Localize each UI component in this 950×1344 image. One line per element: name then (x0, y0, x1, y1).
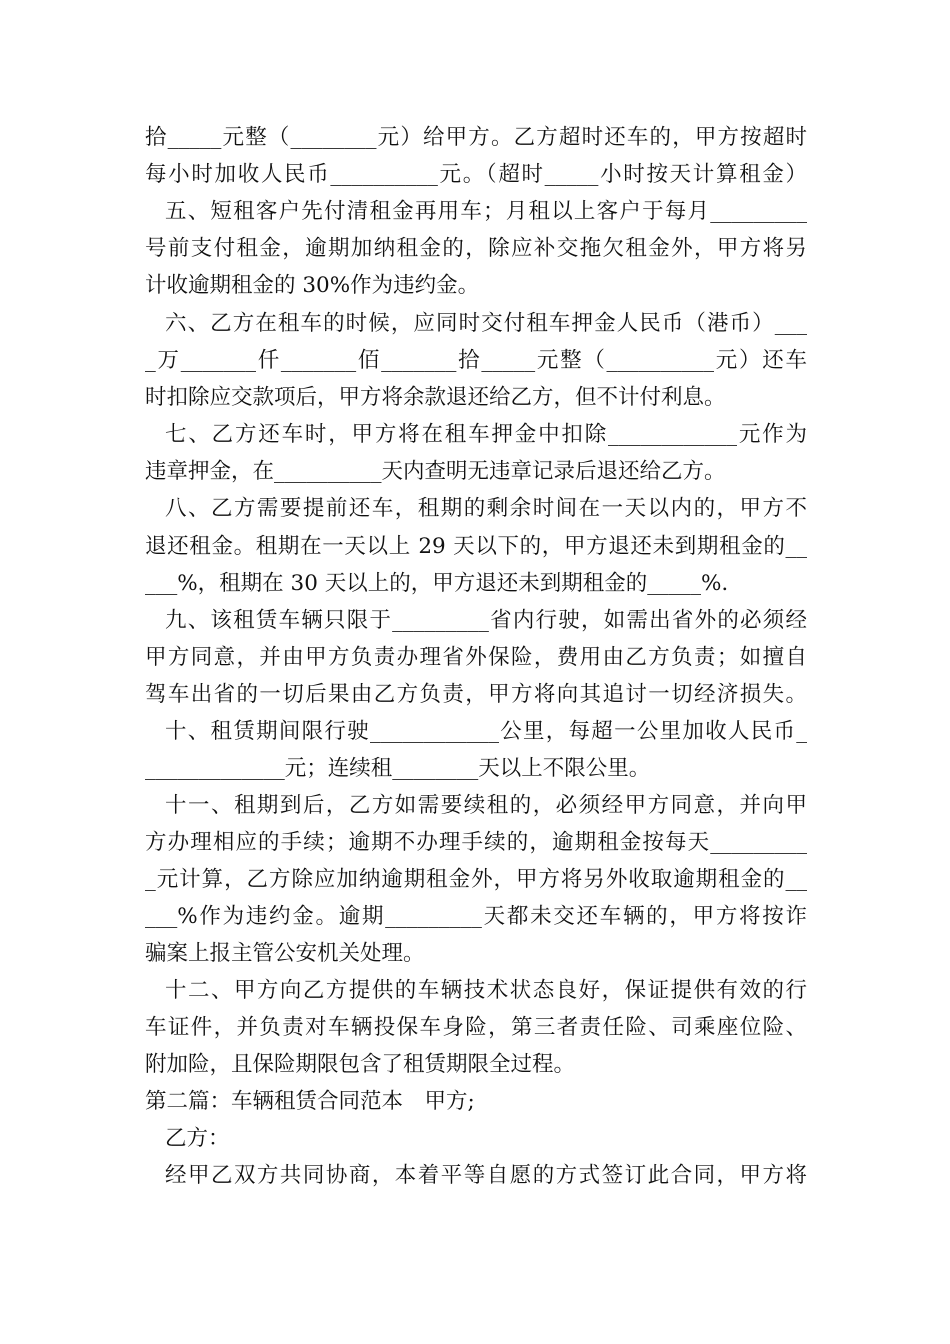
text-line: _____________元；连续租________天以上不限公里。 (145, 756, 651, 781)
text-line: _万_______仟_______佰_______拾_____元整（__________元）还车 (145, 348, 807, 373)
text-line: 车证件，并负责对车辆投保车身险，第三者责任险、司乘座位险、 (145, 1015, 807, 1040)
text-line: 计收逾期租金的 30%作为违约金。 (145, 273, 480, 298)
text-line: 号前支付租金，逾期加纳租金的，除应补交拖欠租金外，甲方将另 (145, 236, 807, 261)
text-line: _元计算，乙方除应加纳逾期租金外，甲方将另外收取逾期租金的__ (145, 867, 807, 892)
text-line: 十、租赁期间限行驶____________公里，每超一公里加收人民币_ (165, 719, 807, 744)
text-line: 甲方同意，并由甲方负责办理省外保险，费用由乙方负责；如擅自 (145, 645, 807, 670)
text-line: 六、乙方在租车的时候，应同时交付租车押金人民币（港币）___ (165, 311, 807, 336)
text-line: 驾车出省的一切后果由乙方负责，甲方将向其追讨一切经济损失。 (145, 682, 807, 707)
text-line: 五、短租客户先付清租金再用车；月租以上客户于每月_________ (165, 199, 807, 224)
text-line: 附加险，且保险期限包含了租赁期限全过程。 (145, 1052, 576, 1077)
text-line: 时扣除应交款项后，甲方将余款退还给乙方，但不计付利息。 (145, 385, 726, 410)
text-line: 退还租金。租期在一天以上 29 天以下的，甲方退还未到期租金的__ (145, 534, 807, 559)
text-line: 八、乙方需要提前还车，租期的剩余时间在一天以内的，甲方不 (165, 496, 807, 521)
text-line: ___%作为违约金。逾期_________天都未交还车辆的，甲方将按诈 (145, 904, 807, 929)
text-line: 十一、租期到后，乙方如需要续租的，必须经甲方同意，并向甲 (165, 793, 807, 818)
section-heading: 第二篇：车辆租赁合同范本 甲方; (145, 1089, 475, 1114)
text-line: 违章押金，在__________天内查明无违章记录后退还给乙方。 (145, 459, 726, 484)
text-line: 经甲乙双方共同协商，本着平等自愿的方式签订此合同，甲方将 (165, 1163, 807, 1188)
text-line: 方办理相应的手续；逾期不办理手续的，逾期租金按每天_________ (145, 830, 807, 855)
text-line: 骗案上报主管公安机关处理。 (145, 941, 425, 966)
text-line: 拾_____元整（________元）给甲方。乙方超时还车的，甲方按超时 (145, 125, 807, 150)
text-line: 七、乙方还车时，甲方将在租车押金中扣除____________元作为 (165, 422, 807, 447)
text-line: 九、该租赁车辆只限于_________省内行驶，如需出省外的必须经 (165, 608, 807, 633)
text-line: 乙方： (165, 1126, 230, 1151)
text-line: 十二、甲方向乙方提供的车辆技术状态良好，保证提供有效的行 (165, 978, 807, 1003)
text-line: ___%，租期在 30 天以上的，甲方退还未到期租金的_____%. (145, 571, 729, 596)
text-line: 每小时加收人民币__________元。（超时_____小时按天计算租金） (145, 162, 807, 187)
